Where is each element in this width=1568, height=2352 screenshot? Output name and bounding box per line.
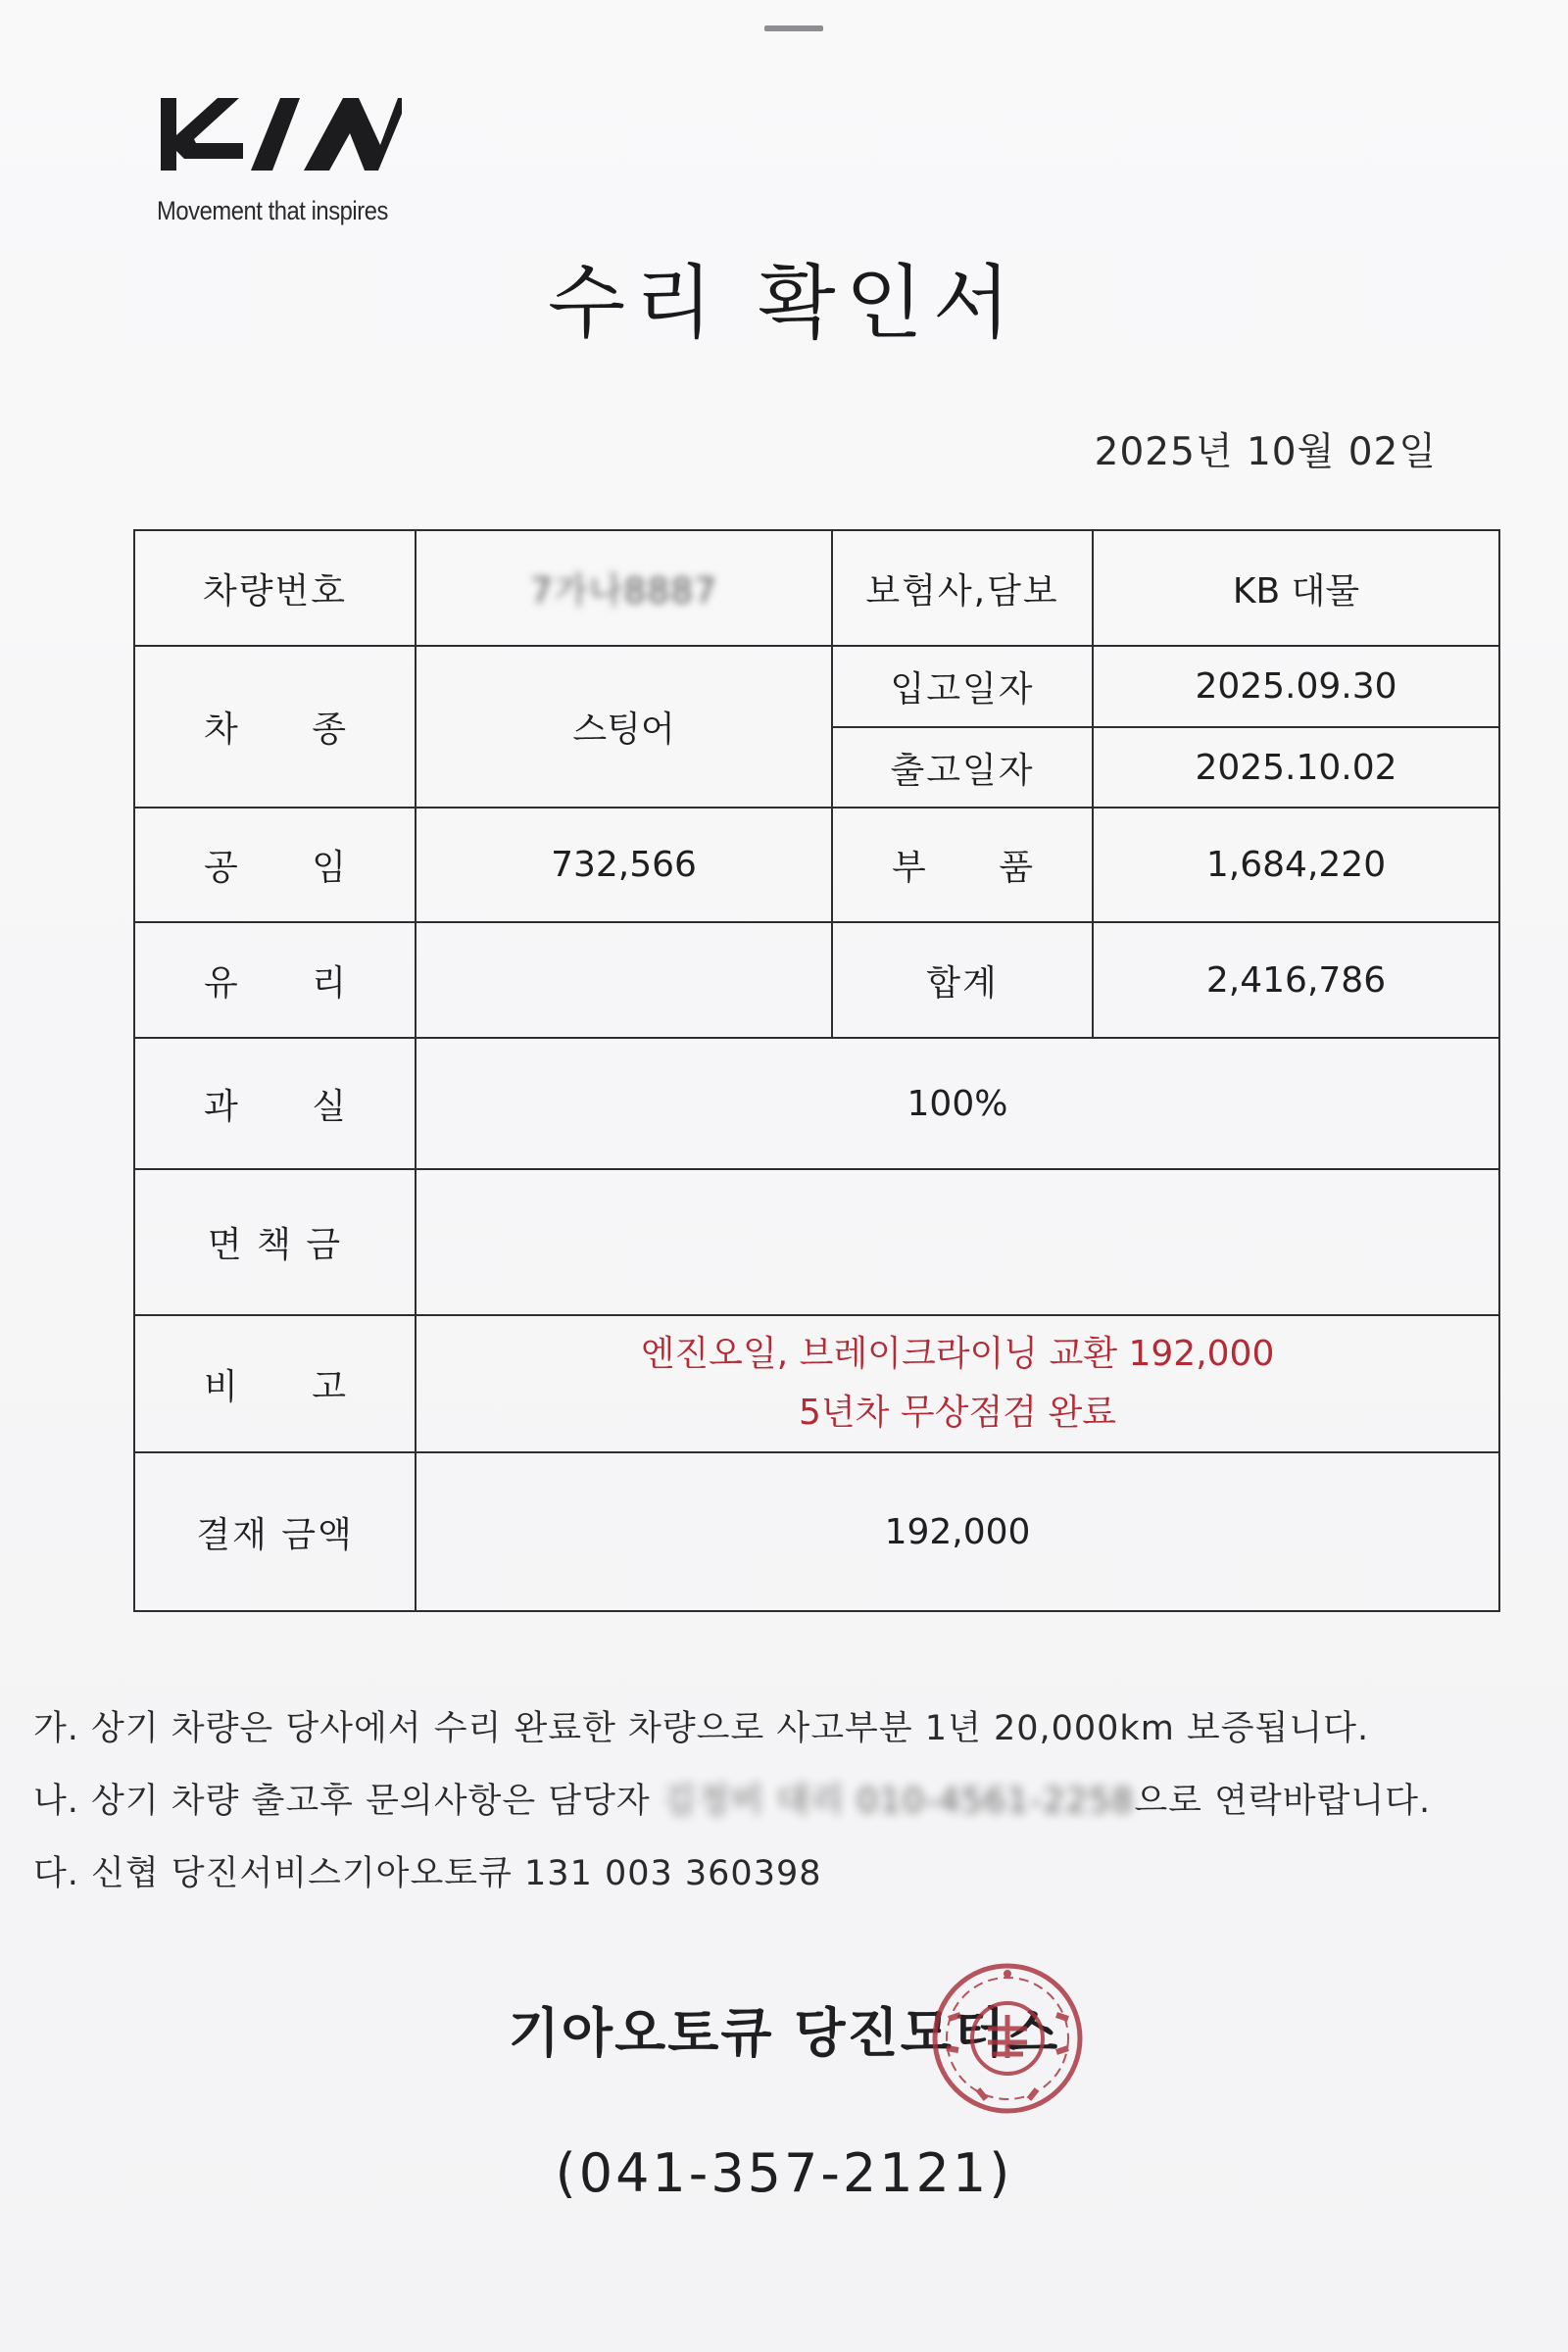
table-row (134, 1169, 1499, 1315)
glass-value (416, 922, 832, 1038)
model-label (134, 646, 416, 808)
fault-label-right: 실 (312, 1086, 346, 1127)
labor-label (134, 808, 416, 922)
table-row (134, 646, 1499, 727)
in-date-label: 입고일자 (832, 646, 1093, 727)
remarks-line-2: 5년차 무상점검 완료 (799, 1393, 1116, 1433)
deductible-label: 면 책 금 (134, 1169, 416, 1315)
insurer-label: 보험사,담보 (832, 530, 1093, 646)
glass-label-left: 유 (204, 962, 238, 1004)
glass-label-right: 리 (312, 962, 346, 1004)
table-row (134, 1452, 1499, 1611)
table-row (134, 808, 1499, 922)
remarks-value (416, 1315, 1499, 1452)
model-label-right: 종 (312, 710, 346, 750)
out-date-label: 출고일자 (832, 727, 1093, 808)
vehicle-number-value: 7가나8887 (529, 570, 718, 612)
repair-form-table (133, 529, 1500, 1612)
fault-value: 100% (416, 1038, 1499, 1169)
note-line-2 (33, 1774, 1431, 1846)
document-date: 2025년 10월 02일 (1094, 430, 1437, 474)
labor-label-right: 임 (312, 848, 346, 888)
kia-logo (157, 90, 402, 178)
vehicle-number-label: 차량번호 (134, 530, 416, 646)
labor-value: 732,566 (416, 808, 832, 922)
payment-value: 192,000 (416, 1452, 1499, 1611)
model-value: 스팅어 (416, 646, 832, 808)
remarks-label-left: 비 (204, 1366, 238, 1407)
parts-label (832, 808, 1093, 922)
parts-value: 1,684,220 (1093, 808, 1499, 922)
contact-person-redacted: 김정비 대리 010-4561-2258 (662, 1782, 1135, 1821)
note-line-2-prefix: 나. 상기 차량 출고후 문의사항은 담당자 (33, 1782, 651, 1821)
fault-label-left: 과 (204, 1086, 238, 1127)
payment-label: 결재 금액 (134, 1452, 416, 1611)
glass-label (134, 922, 416, 1038)
parts-label-left: 부 (892, 848, 926, 888)
labor-label-left: 공 (204, 848, 238, 888)
note-line-2-suffix: 으로 연락바랍니다. (1134, 1782, 1432, 1821)
out-date-value: 2025.10.02 (1093, 727, 1499, 808)
company-seal-stamp (929, 1960, 1086, 2117)
note-line-1: 가. 상기 차량은 당사에서 수리 완료한 차량으로 사고부분 1년 20,000km 보증됩니다. (33, 1709, 1370, 1748)
note-line-3: 다. 신협 당진서비스기아오토큐 131 003 360398 (33, 1854, 822, 1893)
company-name: 기아오토큐 당진모터스 (508, 2002, 1060, 2064)
table-row (134, 922, 1499, 1038)
remarks-label-right: 고 (312, 1366, 346, 1407)
vehicle-number-cell (416, 530, 832, 646)
remarks-line-1: 엔진오일, 브레이크라이닝 교환 192,000 (640, 1334, 1275, 1374)
table-row (134, 1315, 1499, 1452)
insurer-value: KB 대물 (1093, 530, 1499, 646)
model-label-left: 차 (204, 710, 238, 750)
remarks-label (134, 1315, 416, 1452)
parts-label-right: 품 (999, 848, 1033, 888)
document-title: 수리 확인서 (547, 257, 1021, 350)
logo-tagline: Movement that inspires (157, 196, 388, 225)
total-label: 합계 (832, 922, 1093, 1038)
table-row (134, 1038, 1499, 1169)
fault-label (134, 1038, 416, 1169)
company-phone: (041-357-2121) (555, 2142, 1013, 2204)
in-date-value: 2025.09.30 (1093, 646, 1499, 727)
staple-mark (764, 25, 823, 31)
total-value: 2,416,786 (1093, 922, 1499, 1038)
notes-section (33, 1701, 1431, 1919)
deductible-value (416, 1169, 1499, 1315)
table-row (134, 530, 1499, 646)
